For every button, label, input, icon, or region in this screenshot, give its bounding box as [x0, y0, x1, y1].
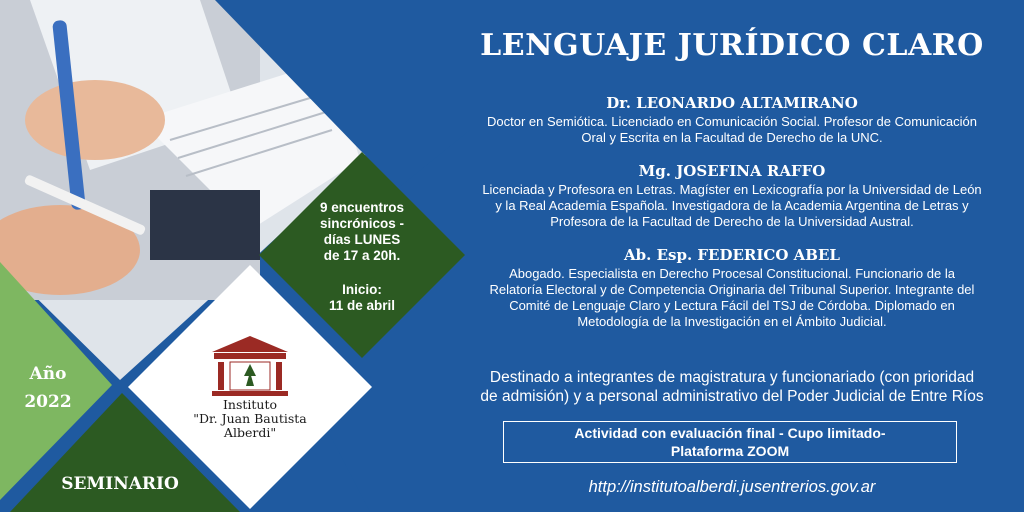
sessions-line-2: sincrónicos - [319, 216, 405, 231]
speaker-card [440, 94, 1024, 146]
bio-line: Licenciada y Profesora en Letras. Magíster en Lexicografía por la Universidad de León [482, 182, 982, 197]
sessions-line-3: días LUNES [323, 232, 401, 247]
start-label: Inicio: [342, 282, 382, 297]
bio-line: Relatoría Electoral y de Competencia Originaria del Tribunal Superior. Integrante del [489, 282, 975, 297]
speaker-name: Mg. JOSEFINA RAFFO [638, 162, 826, 180]
sessions-line-1: 9 encuentros [319, 200, 405, 215]
activity-box [503, 421, 957, 463]
bio-line: Profesora de la Facultad de Derecho de la Universidad Austral. [550, 214, 914, 229]
institute-name [170, 398, 330, 440]
year-badge [6, 360, 90, 416]
institute-url-link[interactable]: http://institutoalberdi.jusentrerios.gov.ar [588, 478, 876, 496]
year-label: Año [29, 364, 67, 384]
bio-line: Oral y Escrita en la Facultad de Derecho de la UNC. [581, 130, 883, 145]
institute-line-2: "Dr. Juan Bautista [193, 411, 307, 426]
year-value: 2022 [24, 392, 72, 412]
bio-line: Doctor en Semiótica. Licenciado en Comunicación Social. Profesor de Comunicación [487, 114, 977, 129]
institute-line-1: Instituto [222, 397, 278, 412]
bio-line: y la Real Academia Española. Investigadora de la Academia Argentina de Letras y [495, 198, 969, 213]
speaker-card [440, 162, 1024, 230]
seminar-type-label: SEMINARIO [61, 474, 179, 494]
activity-platform: Plataforma ZOOM [670, 443, 790, 459]
page-title: LENGUAJE JURÍDICO CLARO [480, 28, 984, 63]
audience-line: de admisión) y a personal administrativo del Poder Judicial de Entre Ríos [480, 388, 984, 405]
activity-line: Actividad con evaluación final - Cupo limitado- [574, 425, 886, 441]
start-date: 11 de abril [328, 298, 396, 313]
institute-line-3: Alberdi" [223, 425, 277, 440]
bio-line: Abogado. Especialista en Derecho Procesal Constitucional. Funcionario de la [509, 266, 955, 281]
content-panel [440, 0, 1024, 512]
speaker-name: Dr. LEONARDO ALTAMIRANO [606, 94, 858, 112]
sessions-line-4: de 17 a 20h. [323, 248, 401, 263]
speaker-bio [440, 182, 1024, 230]
speaker-bio [440, 266, 1024, 330]
speaker-bio [440, 114, 1024, 146]
schedule-start [304, 282, 420, 314]
bio-line: Comité de Lenguaje Claro y Lectura Fácil del TSJ de Córdoba. Diplomado en [509, 298, 955, 313]
schedule-sessions [304, 200, 420, 264]
speaker-name: Ab. Esp. FEDERICO ABEL [624, 246, 840, 264]
bio-line: Metodología de la Investigación en el Ámbito Judicial. [577, 314, 887, 329]
audience-text [440, 368, 1024, 406]
audience-line: Destinado a integrantes de magistratura y funcionariado (con prioridad [489, 369, 975, 386]
speaker-card [440, 246, 1024, 330]
